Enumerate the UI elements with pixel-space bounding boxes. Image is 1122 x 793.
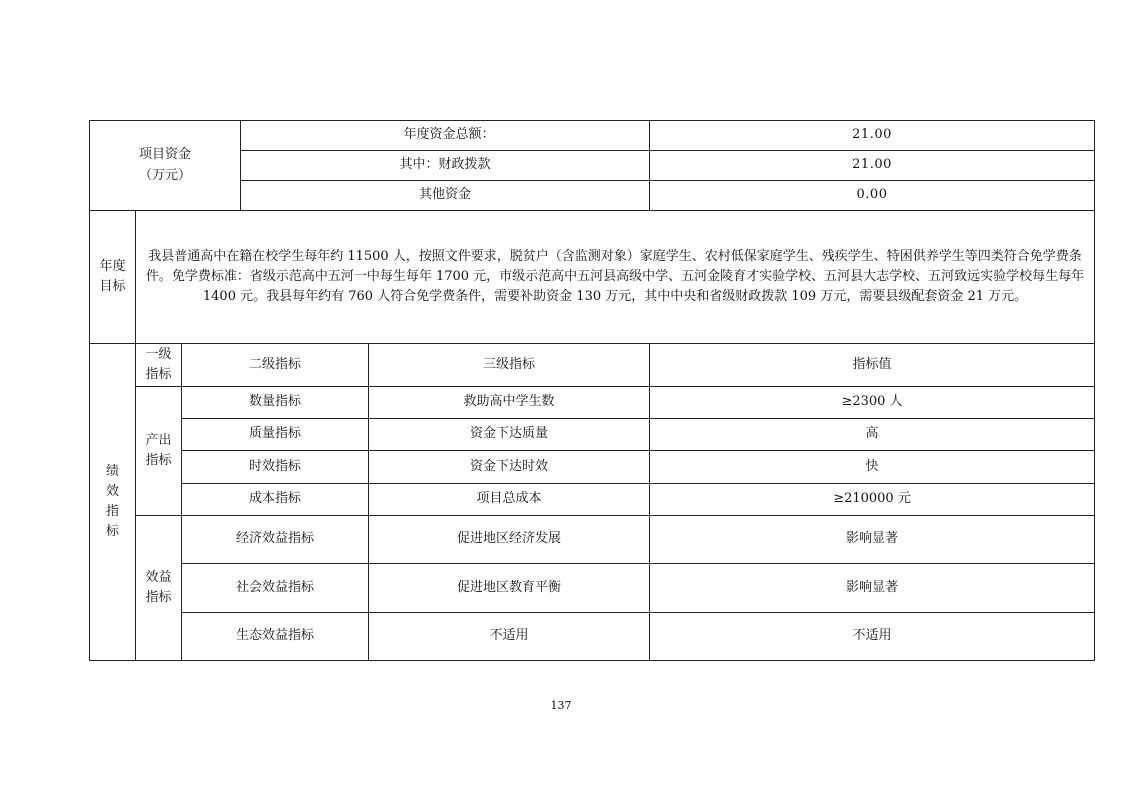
funds-row-total (90, 121, 1095, 151)
level3-cell: 促进地区教育平衡 (369, 564, 650, 613)
level3-header: 三级指标 (369, 344, 650, 387)
section-label-char: 效 (105, 483, 119, 499)
level2-cell: 成本指标 (182, 484, 369, 516)
level3-cell: 项目总成本 (369, 484, 650, 516)
level1-header-line2: 指标 (145, 367, 172, 382)
value-cell: 影响显著 (650, 564, 1095, 613)
goal-text: 我县普通高中在籍在校学生每年约 11500 人，按照文件要求，脱贫户（含监测对象）家庭学生、农村低保家庭学生、残疾学生、特困供养学生等四类符合免学费条件。免学费标准：省级示范高中五河一中每生每年 1700 元，市级示范高中五河县高级中学、五河金陵育才实验学校、五河县大志学校、五河致远实验学校每生每年 1400 元。我县每年约有 760 人符合免学费条件，需要补助资金 130 万元，其中中央和省级财政拨款 109 万元，需要县级配套资金 21 万元。 (136, 211, 1095, 344)
funds-other-value: 0.00 (650, 181, 1095, 211)
value-cell: 快 (650, 451, 1095, 484)
benefit-group-label-line1: 效益 (145, 569, 172, 585)
table-row (90, 564, 1095, 613)
performance-indicator-label (90, 344, 136, 661)
value-cell: 影响显著 (650, 516, 1095, 564)
funds-fiscal-label: 其中：财政拨款 (241, 151, 650, 181)
value-cell: ≥2300 人 (650, 387, 1095, 419)
goal-label-line2: 目标 (99, 279, 126, 294)
benefit-group-label (136, 516, 182, 661)
goal-label (90, 211, 136, 344)
funds-fiscal-value: 21.00 (650, 151, 1095, 181)
funds-row-fiscal (90, 151, 1095, 181)
level2-cell: 经济效益指标 (182, 516, 369, 564)
output-group-label (136, 387, 182, 516)
goal-row (90, 211, 1095, 344)
level2-cell: 社会效益指标 (182, 564, 369, 613)
level3-cell: 救助高中学生数 (369, 387, 650, 419)
benefit-group-label-line2: 指标 (145, 590, 172, 605)
value-cell: ≥210000 元 (650, 484, 1095, 516)
funds-label (90, 121, 241, 211)
table-row (90, 613, 1095, 661)
goal-label-line1: 年度 (99, 258, 126, 274)
level3-cell: 资金下达质量 (369, 419, 650, 451)
level2-cell: 质量指标 (182, 419, 369, 451)
indicator-header-row (90, 344, 1095, 387)
table-row (90, 387, 1095, 419)
level3-cell: 不适用 (369, 613, 650, 661)
funds-other-label: 其他资金 (241, 181, 650, 211)
output-group-label-line1: 产出 (145, 432, 172, 448)
level1-header-line1: 一级 (145, 346, 172, 362)
level2-cell: 生态效益指标 (182, 613, 369, 661)
level3-cell: 促进地区经济发展 (369, 516, 650, 564)
table-row (90, 516, 1095, 564)
value-cell: 高 (650, 419, 1095, 451)
level2-cell: 数量指标 (182, 387, 369, 419)
section-label-char: 标 (105, 524, 119, 540)
funds-label-line1: 项目资金 (138, 147, 191, 163)
level1-header (136, 344, 182, 387)
table-row (90, 451, 1095, 484)
table-row (90, 419, 1095, 451)
level2-header: 二级指标 (182, 344, 369, 387)
funds-row-other (90, 181, 1095, 211)
level2-cell: 时效指标 (182, 451, 369, 484)
performance-target-table (89, 120, 1095, 661)
table-row (90, 484, 1095, 516)
funds-label-line2: （万元） (138, 167, 191, 183)
section-label-char: 绩 (105, 463, 119, 479)
output-group-label-line2: 指标 (145, 453, 172, 468)
funds-total-value: 21.00 (650, 121, 1095, 151)
value-cell: 不适用 (650, 613, 1095, 661)
page-number: 137 (550, 699, 572, 712)
funds-total-label: 年度资金总额： (241, 121, 650, 151)
section-label-char: 指 (105, 504, 119, 519)
level3-cell: 资金下达时效 (369, 451, 650, 484)
value-header: 指标值 (650, 344, 1095, 387)
